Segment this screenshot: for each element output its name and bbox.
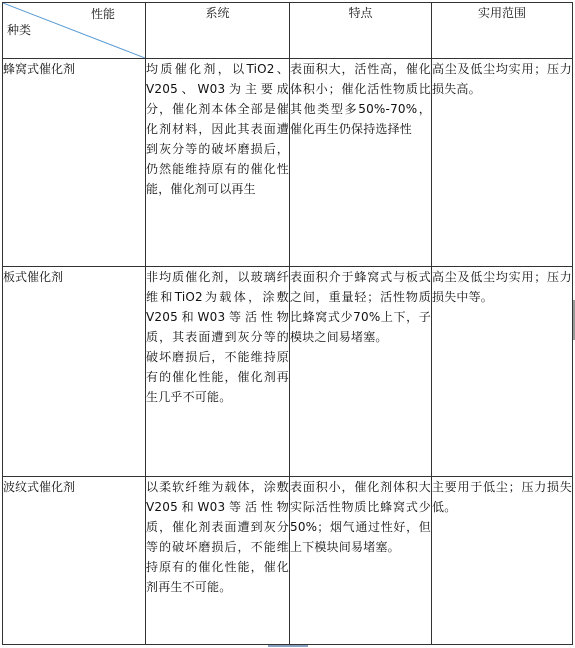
features-cell: 表面积大，活性高，催化体积小；催化活性物质比其他类型多50%-70%，催化再生仍保持选择性	[290, 59, 432, 267]
catalyst-type-cell: 板式催化剂	[3, 267, 146, 477]
header-system: 系统	[146, 3, 290, 59]
scope-cell: 高尘及低尘均实用；压力损失中等。	[432, 267, 573, 477]
scope-cell: 主要用于低尘；压力损失低。	[432, 477, 573, 645]
header-features: 特点	[290, 3, 432, 59]
features-cell: 表面积介于蜂窝式与板式之间，重量轻；活性物质比蜂窝式少70%上下，子模块之间易堵塞。	[290, 267, 432, 477]
catalyst-type-cell: 波纹式催化剂	[3, 477, 146, 645]
table-row	[3, 477, 573, 645]
system-cell: 以柔软纤维为载体，涂敷V205和W03等活性物质，催化剂表面遭到灰分等的破坏磨损后，不能维持原有的催化性能，催化剂再生不可能。	[146, 477, 290, 645]
diagonal-header-cell	[3, 3, 146, 59]
header-performance-label: 性能	[90, 7, 115, 21]
table-row	[3, 267, 573, 477]
system-cell: 均质催化剂，以TiO2、V205、W03为主要成分，催化剂本体全部是催化剂材料，因此其表面遭到灰分等的破坏磨损后，仍然能维持原有的催化性能，催化剂可以再生	[146, 59, 290, 267]
catalyst-type-cell: 蜂窝式催化剂	[3, 59, 146, 267]
header-type-label: 种类	[7, 23, 32, 37]
header-scope: 实用范围	[432, 3, 573, 59]
page-bottom-marker	[268, 645, 308, 647]
features-cell: 表面积小，催化剂体积大实际活性物质比蜂窝式少50%；烟气通过性好，但上下模块间易堵塞。	[290, 477, 432, 645]
scope-cell: 高尘及低尘均实用；压力损失高。	[432, 59, 573, 267]
header-row	[3, 3, 573, 59]
catalyst-comparison-table	[2, 2, 573, 645]
system-cell: 非均质催化剂，以玻璃纤维和TiO2为载体，涂敷V205和W03等活性物质，其表面遭到灰分等的破坏磨损后，不能维持原有的催化性能，催化剂再生几乎不可能。	[146, 267, 290, 477]
table-row	[3, 59, 573, 267]
